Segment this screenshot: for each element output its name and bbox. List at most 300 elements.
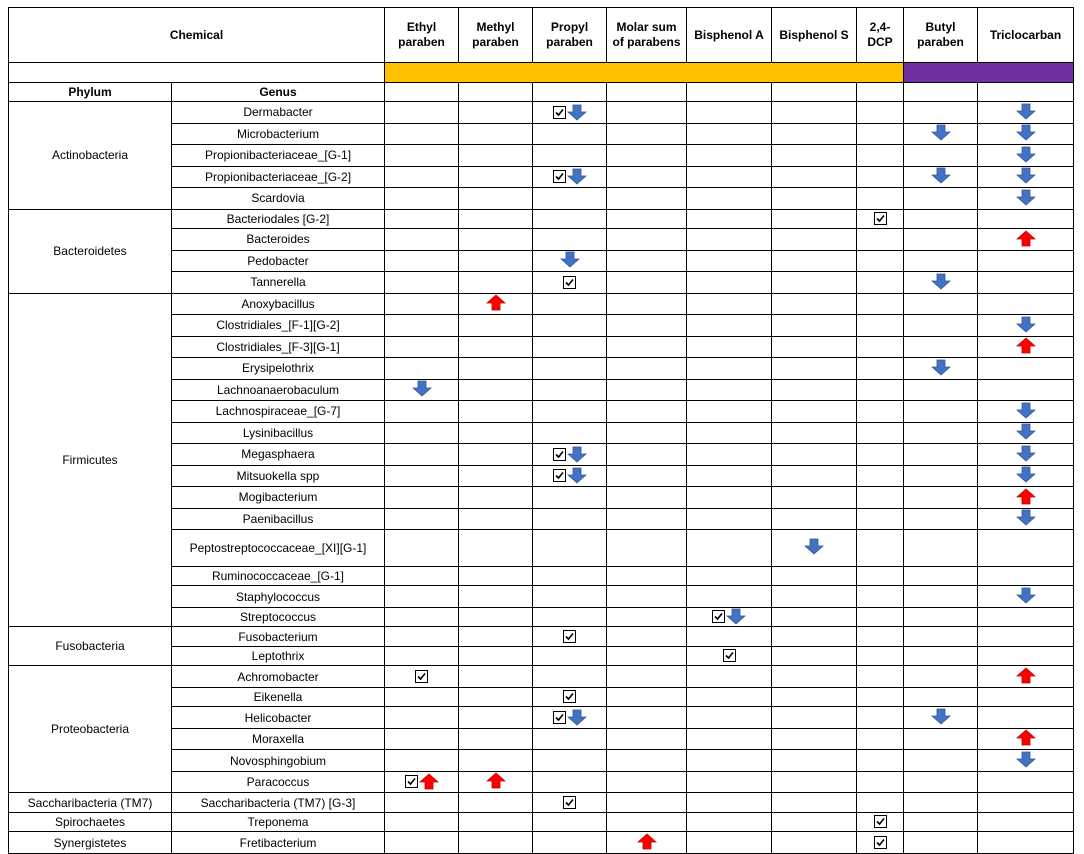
arrow-down-icon <box>1016 316 1036 333</box>
arrow-down-icon <box>1016 103 1036 120</box>
mark-group <box>1016 466 1036 484</box>
mark-cell-bps <box>772 102 857 124</box>
mark-cell-molar <box>607 487 687 509</box>
mark-cell-butyl <box>904 188 978 210</box>
arrow-down-icon <box>931 273 951 290</box>
mark-group <box>1016 337 1036 355</box>
arrow-up-icon <box>486 772 506 789</box>
arrow-up-icon <box>1016 667 1036 684</box>
arrow-up-icon <box>637 833 657 850</box>
mark-cell-bpa <box>687 293 772 315</box>
mark-cell-bps <box>772 444 857 466</box>
mark-group <box>1016 102 1036 120</box>
mark-cell-bps <box>772 209 857 229</box>
mark-cell-molar <box>607 229 687 251</box>
mark-cell-dcp <box>857 567 904 586</box>
check-icon <box>712 610 725 623</box>
mark-cell-methyl <box>459 272 533 294</box>
mark-cell-ethyl <box>385 508 459 530</box>
mark-group <box>553 467 587 485</box>
mark-cell-dcp <box>857 188 904 210</box>
mark-group <box>1016 315 1036 333</box>
mark-cell-dcp <box>857 250 904 272</box>
mark-cell-dcp <box>857 229 904 251</box>
mark-cell-methyl <box>459 487 533 509</box>
mark-cell-bps <box>772 793 857 813</box>
mark-cell-dcp <box>857 728 904 750</box>
mark-cell-molar <box>607 666 687 688</box>
mark-cell-dcp <box>857 315 904 337</box>
arrow-up-icon <box>419 773 439 790</box>
mark-cell-methyl <box>459 188 533 210</box>
mark-cell-ethyl <box>385 379 459 401</box>
subheader-row <box>9 83 1074 102</box>
genus-cell: Anoxybacillus <box>172 293 385 315</box>
mark-group <box>1016 145 1036 163</box>
mark-cell-methyl <box>459 102 533 124</box>
mark-group <box>637 832 657 850</box>
mark-cell-bpa <box>687 272 772 294</box>
mark-cell-molar <box>607 832 687 854</box>
mark-cell-ethyl <box>385 102 459 124</box>
check-icon <box>553 448 566 461</box>
mark-cell-molar <box>607 586 687 608</box>
mark-cell-ethyl <box>385 567 459 586</box>
genus-cell: Tannerella <box>172 272 385 294</box>
genus-cell: Mogibacterium <box>172 487 385 509</box>
mark-cell-propyl <box>533 728 607 750</box>
mark-cell-ethyl <box>385 530 459 567</box>
mark-cell-molar <box>607 379 687 401</box>
check-icon <box>723 649 736 662</box>
mark-group <box>405 773 439 791</box>
mark-group <box>1016 444 1036 462</box>
mark-cell-bpa <box>687 250 772 272</box>
mark-cell-molar <box>607 750 687 772</box>
mark-cell-butyl <box>904 250 978 272</box>
mark-group <box>1016 401 1036 419</box>
genus-cell: Peptostreptococcaceae_[XI][G-1] <box>172 530 385 567</box>
mark-cell-methyl <box>459 293 533 315</box>
mark-cell-bps <box>772 272 857 294</box>
mark-cell-methyl <box>459 401 533 423</box>
mark-cell-bpa <box>687 586 772 608</box>
mark-cell-butyl <box>904 812 978 832</box>
mark-cell-molar <box>607 627 687 647</box>
mark-cell-bps <box>772 145 857 167</box>
mark-cell-methyl <box>459 166 533 188</box>
mark-cell-butyl <box>904 444 978 466</box>
mark-cell-tcc <box>978 315 1074 337</box>
mark-group <box>553 708 587 726</box>
mark-cell-butyl <box>904 646 978 666</box>
mark-cell-dcp <box>857 401 904 423</box>
mark-cell-butyl <box>904 166 978 188</box>
mark-cell-bps <box>772 508 857 530</box>
mark-cell-propyl <box>533 508 607 530</box>
mark-cell-bpa <box>687 567 772 586</box>
arrow-down-icon <box>567 467 587 484</box>
mark-cell-dcp <box>857 336 904 358</box>
mark-cell-butyl <box>904 272 978 294</box>
mark-cell-methyl <box>459 123 533 145</box>
mark-cell-methyl <box>459 422 533 444</box>
mark-cell-methyl <box>459 444 533 466</box>
mark-cell-bps <box>772 812 857 832</box>
mark-cell-bps <box>772 465 857 487</box>
mark-group <box>1016 586 1036 604</box>
mark-cell-dcp <box>857 812 904 832</box>
mark-cell-dcp <box>857 687 904 707</box>
mark-group <box>1016 229 1036 247</box>
mark-cell-ethyl <box>385 358 459 380</box>
arrow-down-icon <box>1016 189 1036 206</box>
mark-group <box>931 124 951 142</box>
mark-cell-dcp <box>857 293 904 315</box>
mark-cell-bps <box>772 666 857 688</box>
association-table-container <box>8 7 1074 854</box>
mark-cell-tcc <box>978 465 1074 487</box>
orange-group-band <box>385 63 904 83</box>
mark-cell-bpa <box>687 379 772 401</box>
table-row <box>9 812 1074 832</box>
genus-cell: Lachnospiraceae_[G-7] <box>172 401 385 423</box>
genus-cell: Fretibacterium <box>172 832 385 854</box>
blank-cell <box>9 63 385 83</box>
mark-cell-molar <box>607 567 687 586</box>
mark-group <box>931 167 951 185</box>
mark-cell-methyl <box>459 145 533 167</box>
mark-cell-propyl <box>533 209 607 229</box>
mark-cell-molar <box>607 401 687 423</box>
subheader-blank <box>857 83 904 102</box>
mark-cell-dcp <box>857 793 904 813</box>
phylum-cell: Bacteroidetes <box>9 209 172 293</box>
genus-cell: Scardovia <box>172 188 385 210</box>
mark-cell-dcp <box>857 123 904 145</box>
mark-group <box>1016 124 1036 142</box>
mark-cell-bps <box>772 315 857 337</box>
mark-cell-propyl <box>533 812 607 832</box>
genus-cell: Lysinibacillus <box>172 422 385 444</box>
mark-cell-propyl <box>533 707 607 729</box>
mark-cell-methyl <box>459 336 533 358</box>
mark-cell-tcc <box>978 771 1074 793</box>
genus-cell: Saccharibacteria (TM7) [G-3] <box>172 793 385 813</box>
mark-cell-ethyl <box>385 687 459 707</box>
mark-group <box>486 294 506 312</box>
mark-group <box>1016 188 1036 206</box>
mark-group <box>1016 666 1036 684</box>
mark-cell-ethyl <box>385 188 459 210</box>
mark-cell-tcc <box>978 812 1074 832</box>
mark-cell-molar <box>607 250 687 272</box>
arrow-down-icon <box>804 538 824 555</box>
mark-cell-propyl <box>533 272 607 294</box>
check-icon <box>405 775 418 788</box>
mark-group <box>412 380 432 398</box>
check-icon <box>563 276 576 289</box>
mark-group <box>712 608 746 626</box>
mark-cell-ethyl <box>385 315 459 337</box>
mark-cell-bpa <box>687 465 772 487</box>
mark-cell-molar <box>607 315 687 337</box>
mark-cell-bps <box>772 401 857 423</box>
mark-cell-bpa <box>687 401 772 423</box>
mark-cell-tcc <box>978 750 1074 772</box>
mark-cell-bps <box>772 123 857 145</box>
arrow-down-icon <box>1016 167 1036 184</box>
mark-cell-butyl <box>904 530 978 567</box>
table-row <box>9 209 1074 229</box>
genus-cell: Fusobacterium <box>172 627 385 647</box>
mark-cell-methyl <box>459 812 533 832</box>
mark-cell-dcp <box>857 166 904 188</box>
mark-cell-ethyl <box>385 586 459 608</box>
mark-cell-ethyl <box>385 422 459 444</box>
mark-cell-methyl <box>459 627 533 647</box>
mark-cell-methyl <box>459 530 533 567</box>
mark-cell-propyl <box>533 687 607 707</box>
mark-cell-molar <box>607 336 687 358</box>
column-header-molar: Molar sum of parabens <box>607 8 687 63</box>
mark-cell-bpa <box>687 123 772 145</box>
mark-cell-bps <box>772 728 857 750</box>
arrow-down-icon <box>1016 402 1036 419</box>
mark-cell-ethyl <box>385 793 459 813</box>
mark-cell-ethyl <box>385 607 459 627</box>
mark-cell-bpa <box>687 627 772 647</box>
mark-cell-bps <box>772 530 857 567</box>
mark-cell-bps <box>772 188 857 210</box>
mark-cell-molar <box>607 272 687 294</box>
mark-cell-butyl <box>904 707 978 729</box>
mark-cell-bpa <box>687 166 772 188</box>
mark-cell-methyl <box>459 586 533 608</box>
mark-cell-ethyl <box>385 250 459 272</box>
phylum-cell: Proteobacteria <box>9 666 172 793</box>
mark-cell-molar <box>607 422 687 444</box>
mark-cell-molar <box>607 123 687 145</box>
mark-cell-bpa <box>687 707 772 729</box>
group-color-row <box>9 63 1074 83</box>
phylum-cell: Actinobacteria <box>9 102 172 210</box>
mark-cell-ethyl <box>385 465 459 487</box>
mark-cell-bpa <box>687 358 772 380</box>
mark-cell-molar <box>607 707 687 729</box>
mark-cell-bps <box>772 358 857 380</box>
check-icon <box>563 690 576 703</box>
mark-cell-methyl <box>459 358 533 380</box>
mark-cell-bpa <box>687 812 772 832</box>
mark-cell-propyl <box>533 444 607 466</box>
mark-cell-bps <box>772 422 857 444</box>
check-icon <box>553 711 566 724</box>
arrow-down-icon <box>1016 146 1036 163</box>
mark-group <box>563 688 576 706</box>
mark-cell-bpa <box>687 102 772 124</box>
mark-cell-molar <box>607 687 687 707</box>
genus-cell: Bacteriodales [G-2] <box>172 209 385 229</box>
mark-cell-methyl <box>459 607 533 627</box>
mark-cell-molar <box>607 465 687 487</box>
mark-cell-ethyl <box>385 728 459 750</box>
table-body <box>9 102 1074 854</box>
phylum-header: Phylum <box>9 83 172 102</box>
column-header-tcc: Triclocarban <box>978 8 1074 63</box>
mark-cell-tcc <box>978 102 1074 124</box>
phylum-cell: Saccharibacteria (TM7) <box>9 793 172 813</box>
mark-group <box>1016 509 1036 527</box>
mark-cell-dcp <box>857 422 904 444</box>
genus-cell: Dermabacter <box>172 102 385 124</box>
mark-cell-propyl <box>533 586 607 608</box>
mark-cell-propyl <box>533 188 607 210</box>
mark-cell-propyl <box>533 102 607 124</box>
mark-cell-butyl <box>904 465 978 487</box>
mark-cell-ethyl <box>385 209 459 229</box>
mark-cell-methyl <box>459 465 533 487</box>
mark-cell-methyl <box>459 379 533 401</box>
mark-cell-bps <box>772 166 857 188</box>
genus-cell: Helicobacter <box>172 707 385 729</box>
mark-cell-ethyl <box>385 707 459 729</box>
table-row <box>9 627 1074 647</box>
genus-cell: Pedobacter <box>172 250 385 272</box>
mark-cell-ethyl <box>385 444 459 466</box>
mark-cell-butyl <box>904 666 978 688</box>
mark-cell-molar <box>607 728 687 750</box>
mark-cell-tcc <box>978 229 1074 251</box>
mark-cell-ethyl <box>385 272 459 294</box>
mark-cell-butyl <box>904 728 978 750</box>
mark-cell-tcc <box>978 250 1074 272</box>
mark-group <box>563 627 576 645</box>
mark-cell-methyl <box>459 646 533 666</box>
mark-group <box>1016 487 1036 505</box>
mark-cell-molar <box>607 166 687 188</box>
arrow-down-icon <box>567 104 587 121</box>
check-icon <box>874 815 887 828</box>
mark-cell-dcp <box>857 607 904 627</box>
mark-cell-dcp <box>857 707 904 729</box>
mark-cell-bpa <box>687 666 772 688</box>
mark-group <box>931 272 951 290</box>
mark-cell-ethyl <box>385 145 459 167</box>
arrow-down-icon <box>560 251 580 268</box>
mark-cell-propyl <box>533 666 607 688</box>
arrow-down-icon <box>931 167 951 184</box>
mark-cell-methyl <box>459 315 533 337</box>
mark-cell-molar <box>607 508 687 530</box>
mark-cell-dcp <box>857 272 904 294</box>
mark-cell-butyl <box>904 793 978 813</box>
mark-cell-dcp <box>857 379 904 401</box>
mark-cell-ethyl <box>385 666 459 688</box>
subheader-blank <box>687 83 772 102</box>
arrow-down-icon <box>567 446 587 463</box>
mark-cell-methyl <box>459 567 533 586</box>
purple-group-band <box>904 63 1074 83</box>
mark-cell-dcp <box>857 465 904 487</box>
mark-cell-dcp <box>857 209 904 229</box>
table-row <box>9 293 1074 315</box>
mark-cell-bpa <box>687 793 772 813</box>
mark-cell-bpa <box>687 209 772 229</box>
mark-cell-tcc <box>978 145 1074 167</box>
mark-cell-tcc <box>978 444 1074 466</box>
mark-cell-butyl <box>904 102 978 124</box>
mark-cell-bps <box>772 567 857 586</box>
mark-cell-bpa <box>687 315 772 337</box>
column-header-methyl: Methyl paraben <box>459 8 533 63</box>
mark-cell-propyl <box>533 315 607 337</box>
column-header-dcp: 2,4-DCP <box>857 8 904 63</box>
mark-cell-tcc <box>978 508 1074 530</box>
table-row <box>9 832 1074 854</box>
mark-cell-bps <box>772 771 857 793</box>
mark-cell-bpa <box>687 530 772 567</box>
mark-cell-methyl <box>459 832 533 854</box>
arrow-down-icon <box>931 359 951 376</box>
mark-cell-butyl <box>904 567 978 586</box>
arrow-up-icon <box>1016 230 1036 247</box>
mark-group <box>1016 729 1036 747</box>
mark-group <box>553 445 587 463</box>
mark-cell-butyl <box>904 401 978 423</box>
mark-cell-molar <box>607 444 687 466</box>
mark-cell-tcc <box>978 188 1074 210</box>
mark-cell-bpa <box>687 229 772 251</box>
mark-cell-dcp <box>857 487 904 509</box>
mark-cell-propyl <box>533 358 607 380</box>
mark-group <box>931 707 951 725</box>
genus-cell: Moraxella <box>172 728 385 750</box>
mark-cell-propyl <box>533 422 607 444</box>
genus-cell: Propionibacteriaceae_[G-1] <box>172 145 385 167</box>
mark-cell-ethyl <box>385 812 459 832</box>
column-header-bps: Bisphenol S <box>772 8 857 63</box>
mark-cell-butyl <box>904 123 978 145</box>
arrow-down-icon <box>1016 751 1036 768</box>
genus-cell: Eikenella <box>172 687 385 707</box>
mark-cell-methyl <box>459 707 533 729</box>
mark-cell-butyl <box>904 607 978 627</box>
mark-cell-bpa <box>687 750 772 772</box>
arrow-down-icon <box>931 708 951 725</box>
mark-cell-dcp <box>857 358 904 380</box>
genus-cell: Achromobacter <box>172 666 385 688</box>
mark-cell-propyl <box>533 250 607 272</box>
mark-cell-propyl <box>533 567 607 586</box>
genus-cell: Staphylococcus <box>172 586 385 608</box>
check-icon <box>563 630 576 643</box>
mark-cell-bps <box>772 293 857 315</box>
arrow-down-icon <box>931 124 951 141</box>
mark-cell-ethyl <box>385 627 459 647</box>
mark-cell-butyl <box>904 832 978 854</box>
mark-cell-ethyl <box>385 771 459 793</box>
arrow-down-icon <box>567 709 587 726</box>
mark-group <box>874 210 887 228</box>
mark-cell-butyl <box>904 145 978 167</box>
mark-cell-ethyl <box>385 750 459 772</box>
table-row <box>9 102 1074 124</box>
mark-cell-methyl <box>459 771 533 793</box>
check-icon <box>553 469 566 482</box>
genus-cell: Novosphingobium <box>172 750 385 772</box>
mark-cell-bps <box>772 707 857 729</box>
